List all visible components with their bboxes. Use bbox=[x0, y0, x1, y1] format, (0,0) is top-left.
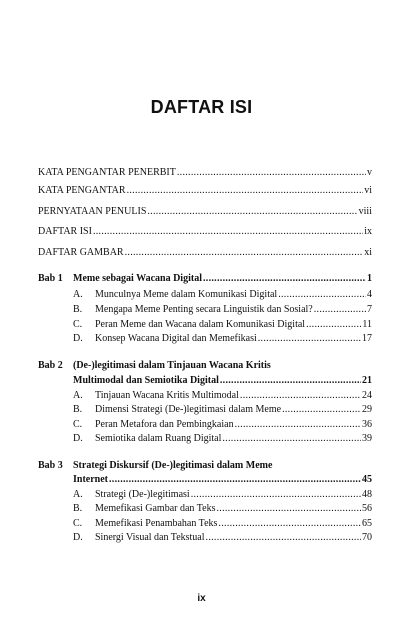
leader-dots bbox=[203, 272, 366, 285]
chapter-title-line2: Multimodal dan Semiotika Digital bbox=[73, 375, 219, 386]
leader-dots bbox=[216, 502, 361, 515]
toc-entry-daftar-gambar[interactable] bbox=[38, 246, 372, 259]
toc-entry-label: KATA PENGANTAR PENERBIT bbox=[38, 167, 176, 178]
leader-dots bbox=[278, 288, 366, 301]
toc-chapter-1[interactable] bbox=[73, 272, 372, 285]
section-letter: D. bbox=[73, 433, 83, 444]
section-letter: C. bbox=[73, 319, 83, 330]
leader-dots bbox=[127, 184, 364, 197]
toc-section-3d[interactable] bbox=[73, 531, 372, 544]
toc-section-3c[interactable] bbox=[73, 517, 372, 530]
section-letter: D. bbox=[73, 532, 83, 543]
section-letter: A. bbox=[73, 289, 83, 300]
section-page: 7 bbox=[367, 304, 372, 315]
section-letter: A. bbox=[73, 489, 83, 500]
toc-section-1b[interactable] bbox=[73, 303, 372, 316]
toc-section-2a[interactable] bbox=[73, 389, 372, 402]
leader-dots bbox=[220, 374, 361, 387]
toc-section-2c[interactable] bbox=[73, 418, 372, 431]
section-letter: B. bbox=[73, 304, 83, 315]
toc-chapter-2[interactable] bbox=[73, 374, 372, 387]
toc-entry-label: DAFTAR ISI bbox=[38, 226, 92, 237]
chapter-title-line1: Strategi Diskursif (De-)legitimasi dalam Meme bbox=[73, 460, 273, 471]
chapter-number: Bab 1 bbox=[38, 273, 63, 284]
leader-dots bbox=[147, 205, 357, 218]
section-label: Konsep Wacana Digital dan Memefikasi bbox=[95, 333, 257, 344]
chapter-page: 21 bbox=[362, 375, 372, 386]
toc-entry-daftar-isi[interactable] bbox=[38, 225, 372, 238]
leader-dots bbox=[125, 246, 364, 259]
leader-dots bbox=[177, 166, 366, 179]
toc-entry-kata-pengantar-penerbit[interactable] bbox=[38, 166, 372, 179]
leader-dots bbox=[218, 517, 361, 530]
toc-entry-label: DAFTAR GAMBAR bbox=[38, 247, 124, 258]
section-label: Peran Metafora dan Pembingkaian bbox=[95, 419, 234, 430]
chapter-number: Bab 2 bbox=[38, 360, 63, 371]
section-label: Strategi (De-)legitimasi bbox=[95, 489, 190, 500]
toc-entry-kata-pengantar[interactable] bbox=[38, 184, 372, 197]
leader-dots bbox=[93, 225, 363, 238]
toc-section-1a[interactable] bbox=[73, 288, 372, 301]
section-page: 24 bbox=[362, 390, 372, 401]
toc-entry-page: xi bbox=[364, 247, 372, 258]
section-page: 4 bbox=[367, 289, 372, 300]
section-label: Mengapa Meme Penting secara Linguistik dan Sosial? bbox=[95, 304, 313, 315]
toc-entry-label: PERNYATAAN PENULIS bbox=[38, 206, 147, 217]
toc-entry-pernyataan-penulis[interactable] bbox=[38, 205, 372, 218]
toc-entry-page: viii bbox=[358, 206, 372, 217]
leader-dots bbox=[314, 303, 366, 316]
page-number: ix bbox=[197, 593, 206, 604]
section-label: Sinergi Visual dan Tekstual bbox=[95, 532, 205, 543]
chapter-page: 1 bbox=[367, 273, 372, 284]
section-label: Tinjauan Wacana Kritis Multimodal bbox=[95, 390, 239, 401]
section-page: 11 bbox=[362, 319, 372, 330]
section-label: Peran Meme dan Wacana dalam Komunikasi Digital bbox=[95, 319, 306, 330]
leader-dots bbox=[282, 403, 361, 416]
toc-section-3a[interactable] bbox=[73, 488, 372, 501]
section-page: 48 bbox=[362, 489, 372, 500]
page-title: DAFTAR ISI bbox=[150, 97, 253, 117]
section-page: 70 bbox=[362, 532, 372, 543]
section-page: 39 bbox=[362, 433, 372, 444]
chapter-title: Meme sebagai Wacana Digital bbox=[73, 273, 202, 284]
leader-dots bbox=[109, 473, 361, 486]
toc-section-2d[interactable] bbox=[73, 432, 372, 445]
leader-dots bbox=[258, 332, 361, 345]
leader-dots bbox=[306, 318, 361, 331]
section-page: 36 bbox=[362, 419, 372, 430]
chapter-page: 45 bbox=[362, 474, 372, 485]
toc-entry-page: ix bbox=[364, 226, 372, 237]
section-label: Memefikasi Penambahan Teks bbox=[95, 518, 218, 529]
section-page: 17 bbox=[362, 333, 372, 344]
section-letter: B. bbox=[73, 404, 83, 415]
chapter-title-line2: Internet bbox=[73, 474, 108, 485]
leader-dots bbox=[235, 418, 361, 431]
section-label: Dimensi Strategi (De-)legitimasi dalam Meme bbox=[95, 404, 282, 415]
leader-dots bbox=[240, 389, 361, 402]
toc-entry-page: v bbox=[367, 167, 372, 178]
toc-chapter-3[interactable] bbox=[73, 473, 372, 486]
section-label: Memefikasi Gambar dan Teks bbox=[95, 503, 216, 514]
section-label: Munculnya Meme dalam Komunikasi Digital bbox=[95, 289, 278, 300]
section-letter: D. bbox=[73, 333, 83, 344]
toc-section-1c[interactable] bbox=[73, 318, 372, 331]
toc-entry-label: KATA PENGANTAR bbox=[38, 185, 126, 196]
chapter-title-line1: (De-)legitimasi dalam Tinjauan Wacana Kritis bbox=[73, 360, 271, 371]
chapter-number: Bab 3 bbox=[38, 460, 63, 471]
toc-section-1d[interactable] bbox=[73, 332, 372, 345]
section-page: 65 bbox=[362, 518, 372, 529]
leader-dots bbox=[206, 531, 361, 544]
toc-section-3b[interactable] bbox=[73, 502, 372, 515]
section-letter: C. bbox=[73, 518, 83, 529]
toc-entry-page: vi bbox=[364, 185, 372, 196]
leader-dots bbox=[191, 488, 361, 501]
section-label: Semiotika dalam Ruang Digital bbox=[95, 433, 222, 444]
section-letter: C. bbox=[73, 419, 83, 430]
leader-dots bbox=[222, 432, 361, 445]
section-letter: B. bbox=[73, 503, 83, 514]
section-page: 29 bbox=[362, 404, 372, 415]
section-letter: A. bbox=[73, 390, 83, 401]
section-page: 56 bbox=[362, 503, 372, 514]
toc-section-2b[interactable] bbox=[73, 403, 372, 416]
